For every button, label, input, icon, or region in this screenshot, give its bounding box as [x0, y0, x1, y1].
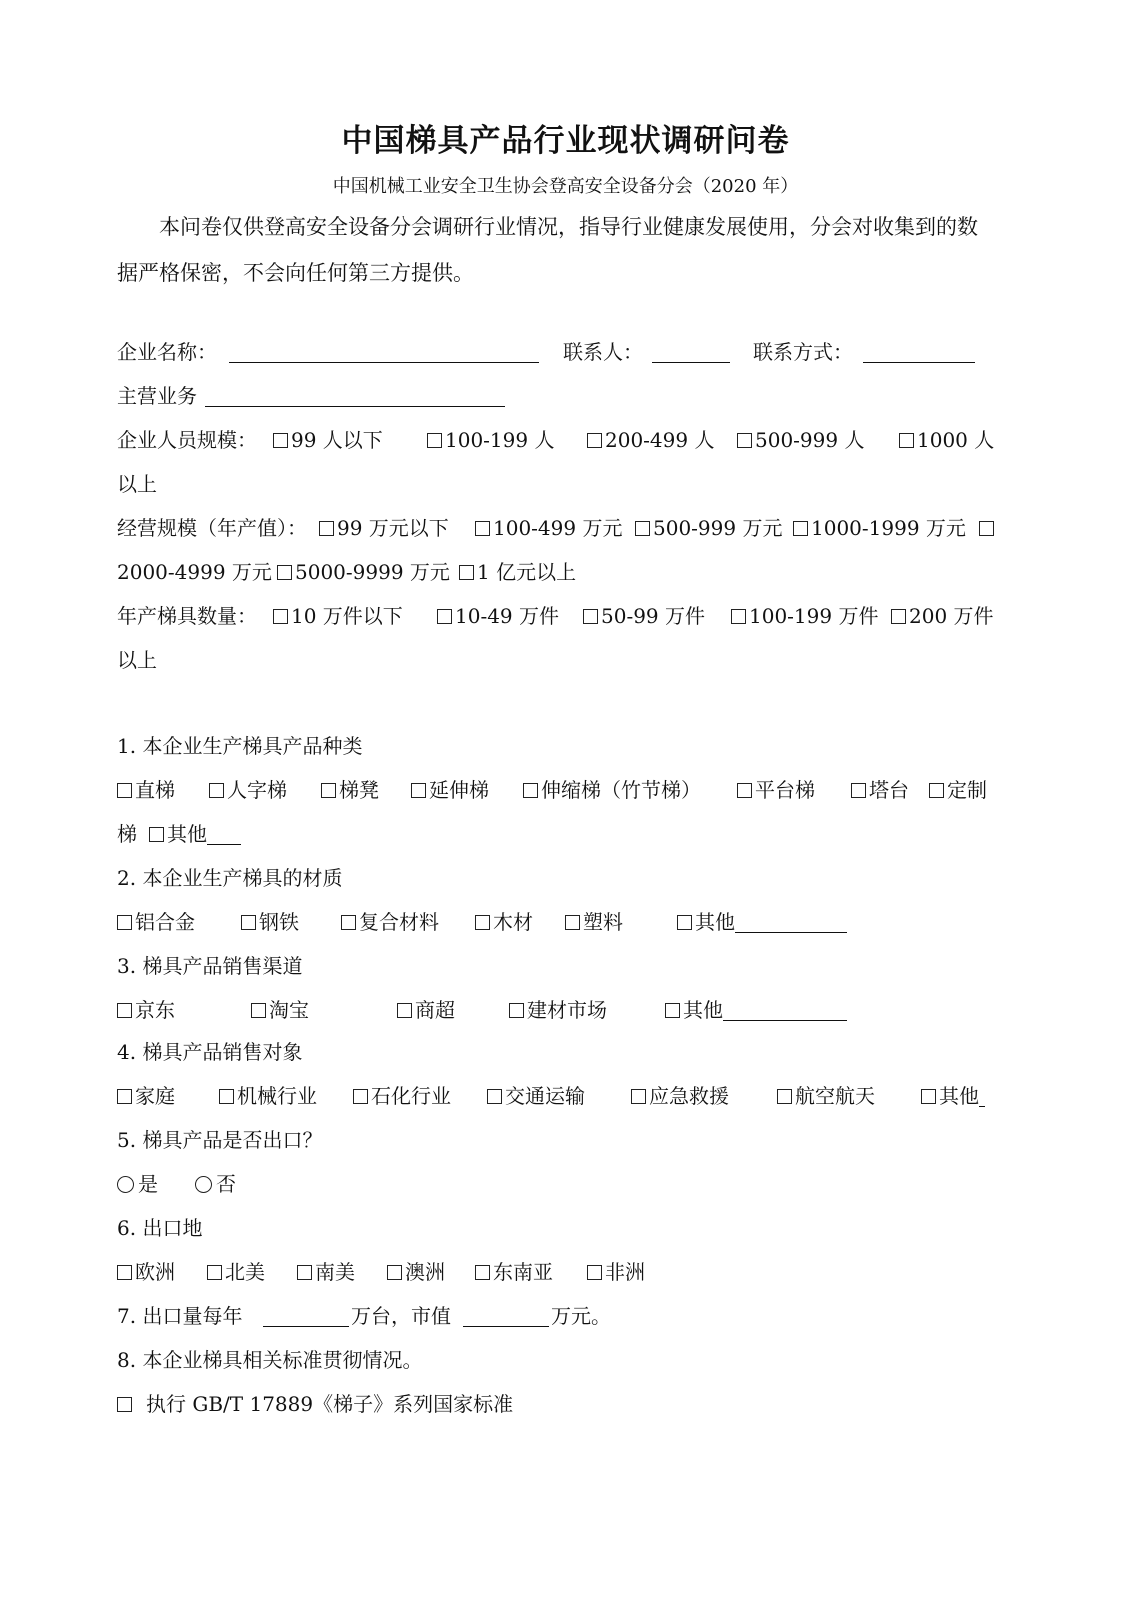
checkbox-icon [207, 1265, 222, 1280]
checkbox-icon [459, 565, 474, 580]
sales-target-option[interactable]: 机械行业 [219, 1074, 317, 1118]
sales-target-option[interactable]: 石化行业 [353, 1074, 451, 1118]
checkbox-icon [487, 1089, 502, 1104]
sales-channel-option-other[interactable]: 其他 [665, 988, 847, 1032]
checkbox-icon [241, 915, 256, 930]
product-type-option[interactable]: 平台梯 [737, 768, 815, 812]
staff-option[interactable]: 1000 人 [899, 418, 994, 462]
company-name-field[interactable] [229, 330, 539, 374]
output-option[interactable]: 10 万件以下 [273, 594, 403, 638]
revenue-option[interactable]: 500-999 万元 [635, 506, 782, 550]
checkbox-icon [475, 915, 490, 930]
checkbox-icon [117, 1265, 132, 1280]
output-option[interactable]: 100-199 万件 [731, 594, 878, 638]
checkbox-icon [251, 1003, 266, 1018]
checkbox-icon [509, 1003, 524, 1018]
sales-target-option[interactable]: 应急救援 [631, 1074, 729, 1118]
staff-option[interactable]: 500-999 人 [737, 418, 864, 462]
product-type-option[interactable]: 定制 [929, 768, 987, 812]
checkbox-icon [777, 1089, 792, 1104]
material-option[interactable]: 木材 [475, 900, 533, 944]
export-region-option[interactable]: 东南亚 [475, 1250, 553, 1294]
checkbox-icon [793, 521, 808, 536]
intro-paragraph: 本问卷仅供登高安全设备分会调研行业情况，指导行业健康发展使用，分会对收集到的数据严格保密，不会向任何第三方提供。 [117, 215, 978, 285]
product-type-option-other[interactable]: 其他 [149, 812, 241, 856]
checkbox-icon [737, 783, 752, 798]
sales-target-option-other[interactable]: 其他 [921, 1074, 985, 1118]
sales-channel-option[interactable]: 京东 [117, 988, 175, 1032]
product-type-option[interactable]: 直梯 [117, 768, 175, 812]
question-label: 2. 本企业生产梯具的材质 [117, 866, 343, 890]
export-region-option[interactable]: 欧洲 [117, 1250, 175, 1294]
product-type-option[interactable]: 伸缩梯（竹节梯） [523, 768, 701, 812]
checkbox-icon [731, 609, 746, 624]
checkbox-icon [273, 609, 288, 624]
revenue-option[interactable] [979, 506, 997, 550]
checkbox-icon [737, 433, 752, 448]
checkbox-icon [321, 783, 336, 798]
checkbox-icon [117, 783, 132, 798]
checkbox-icon [209, 783, 224, 798]
checkbox-icon [273, 433, 288, 448]
checkbox-icon [475, 1265, 490, 1280]
export-volume-field[interactable] [263, 1294, 349, 1338]
export-region-option[interactable]: 非洲 [587, 1250, 645, 1294]
business-label: 主营业务 [117, 384, 197, 408]
staff-option[interactable]: 100-199 人 [427, 418, 554, 462]
checkbox-icon [117, 1003, 132, 1018]
checkbox-icon [117, 1397, 132, 1412]
sales-target-option[interactable]: 航空航天 [777, 1074, 875, 1118]
material-option-other[interactable]: 其他 [677, 900, 847, 944]
checkbox-icon [851, 783, 866, 798]
revenue-scale-label: 经营规模（年产值）： [117, 516, 307, 540]
checkbox-icon [929, 783, 944, 798]
output-option[interactable]: 10-49 万件 [437, 594, 559, 638]
business-field[interactable] [205, 374, 505, 418]
question-label: 3. 梯具产品销售渠道 [117, 954, 303, 978]
company-name-label: 企业名称： [117, 340, 217, 364]
sales-target-option[interactable]: 家庭 [117, 1074, 175, 1118]
checkbox-icon [677, 915, 692, 930]
checkbox-icon [411, 783, 426, 798]
product-type-option[interactable]: 塔台 [851, 768, 909, 812]
material-option[interactable]: 铝合金 [117, 900, 195, 944]
checkbox-icon [583, 609, 598, 624]
checkbox-icon [341, 915, 356, 930]
product-type-option[interactable]: 延伸梯 [411, 768, 489, 812]
export-region-option[interactable]: 澳洲 [387, 1250, 445, 1294]
checkbox-icon [635, 521, 650, 536]
material-option[interactable]: 复合材料 [341, 900, 439, 944]
export-no-radio[interactable]: 否 [195, 1162, 236, 1206]
export-value-field[interactable] [463, 1294, 549, 1338]
question-label: 1. 本企业生产梯具产品种类 [117, 734, 363, 758]
export-region-option[interactable]: 南美 [297, 1250, 355, 1294]
export-region-option[interactable]: 北美 [207, 1250, 265, 1294]
checkbox-icon [587, 433, 602, 448]
checkbox-icon [117, 1089, 132, 1104]
checkbox-icon [387, 1265, 402, 1280]
question-label-part: 万元。 [551, 1304, 611, 1328]
checkbox-icon [523, 783, 538, 798]
checkbox-icon [277, 565, 292, 580]
annual-output-label: 年产梯具数量： [117, 604, 257, 628]
checkbox-icon [149, 827, 164, 842]
product-type-option-continuation: 梯 [117, 822, 137, 846]
checkbox-icon [117, 915, 132, 930]
checkbox-icon [665, 1003, 680, 1018]
contact-method-label: 联系方式： [753, 340, 853, 364]
radio-icon [117, 1176, 134, 1193]
contact-person-label: 联系人： [563, 340, 643, 364]
question-label: 5. 梯具产品是否出口？ [117, 1128, 323, 1152]
revenue-option[interactable]: 5000-9999 万元 [277, 550, 450, 594]
question-label: 4. 梯具产品销售对象 [117, 1040, 303, 1064]
output-option[interactable]: 200 万件 [891, 594, 994, 638]
sales-channel-option[interactable]: 建材市场 [509, 988, 607, 1032]
question-label: 6. 出口地 [117, 1216, 203, 1240]
checkbox-icon [631, 1089, 646, 1104]
standard-option[interactable]: 执行 GB/T 17889《梯子》系列国家标准 [117, 1382, 513, 1426]
question-label-part: 万台，市值 [351, 1304, 451, 1328]
checkbox-icon [921, 1089, 936, 1104]
sales-channel-option[interactable]: 淘宝 [251, 988, 309, 1032]
contact-method-field[interactable] [863, 330, 975, 374]
checkbox-icon [979, 521, 994, 536]
revenue-option[interactable]: 100-499 万元 [475, 506, 622, 550]
product-type-option[interactable]: 人字梯 [209, 768, 287, 812]
checkbox-icon [353, 1089, 368, 1104]
question-label-part: 7. 出口量每年 [117, 1304, 243, 1328]
staff-option[interactable]: 200-499 人 [587, 418, 714, 462]
checkbox-icon [565, 915, 580, 930]
checkbox-icon [475, 521, 490, 536]
question-label: 8. 本企业梯具相关标准贯彻情况。 [117, 1348, 423, 1372]
sales-channel-option[interactable]: 商超 [397, 988, 455, 1032]
contact-person-field[interactable] [652, 330, 730, 374]
checkbox-icon [899, 433, 914, 448]
page-title: 中国梯具产品行业现状调研问卷 [341, 123, 790, 159]
checkbox-icon [437, 609, 452, 624]
revenue-option[interactable]: 1000-1999 万元 [793, 506, 966, 550]
export-yes-radio[interactable]: 是 [117, 1162, 158, 1206]
product-type-option[interactable]: 梯凳 [321, 768, 379, 812]
material-option[interactable]: 钢铁 [241, 900, 299, 944]
staff-scale-label: 企业人员规模： [117, 428, 257, 452]
revenue-option[interactable]: 1 亿元以上 [459, 550, 576, 594]
checkbox-icon [319, 521, 334, 536]
checkbox-icon [587, 1265, 602, 1280]
checkbox-icon [427, 433, 442, 448]
staff-option[interactable]: 99 人以下 [273, 418, 383, 462]
checkbox-icon [891, 609, 906, 624]
checkbox-icon [397, 1003, 412, 1018]
revenue-option[interactable]: 99 万元以下 [319, 506, 449, 550]
page-subtitle: 中国机械工业安全卫生协会登高安全设备分会（2020 年） [332, 176, 799, 197]
revenue-option-label: 2000-4999 万元 [117, 560, 272, 584]
checkbox-icon [297, 1265, 312, 1280]
output-option[interactable]: 50-99 万件 [583, 594, 705, 638]
checkbox-icon [219, 1089, 234, 1104]
sales-target-option[interactable]: 交通运输 [487, 1074, 585, 1118]
radio-icon [195, 1176, 212, 1193]
questionnaire-page: 中国梯具产品行业现状调研问卷 中国机械工业安全卫生协会登高安全设备分会（2020 年） 本问卷仅供登高安全设备分会调研行业情况，指导行业健康发展使用，分会对收集到的数据严格保密，不会向任何第三方提供。 企业名称： 联系人： 联系方式： 主营业务 企业人员规模： 99 人以下 100-199 人 200-499 人 500-999 人 1000 人 以上 经营规模（年产值）： 99 万元以下 100-499 万元 500-999 万元 1000-1999 万元 2000-4999 万元 5000-9999 万元 1 亿元以上 年产梯具数量： 10 万件以下 10-49 万件 50-99 万件 100-199 万件 200 万件 以上 1. 本企业生产梯具产品种类 直梯 人字梯 梯凳 延伸梯 伸缩梯（竹节梯） 平台梯 塔台 定制 梯 其他 2. 本企业生产梯具的材质 铝合金 钢铁 复合材料 木材 塑料 其他 3. 梯具产品销售渠道 京东 淘宝 商超 建材市场 其他 4. 梯具产品销售对象 家庭 机械行业 石化行业 交通运输 应急救援 航空航天 其他 5. 梯具产品是否出口？ 是 否 6. 出口地 欧洲 北美 南美 澳洲 东南亚 非洲 7. 出口量每年 万台，市值 万元。 8. 本企业梯具相关标准贯彻情况。 执行 GB/T 17889《梯子》系列国家标准 [0, 0, 1131, 1600]
material-option[interactable]: 塑料 [565, 900, 623, 944]
